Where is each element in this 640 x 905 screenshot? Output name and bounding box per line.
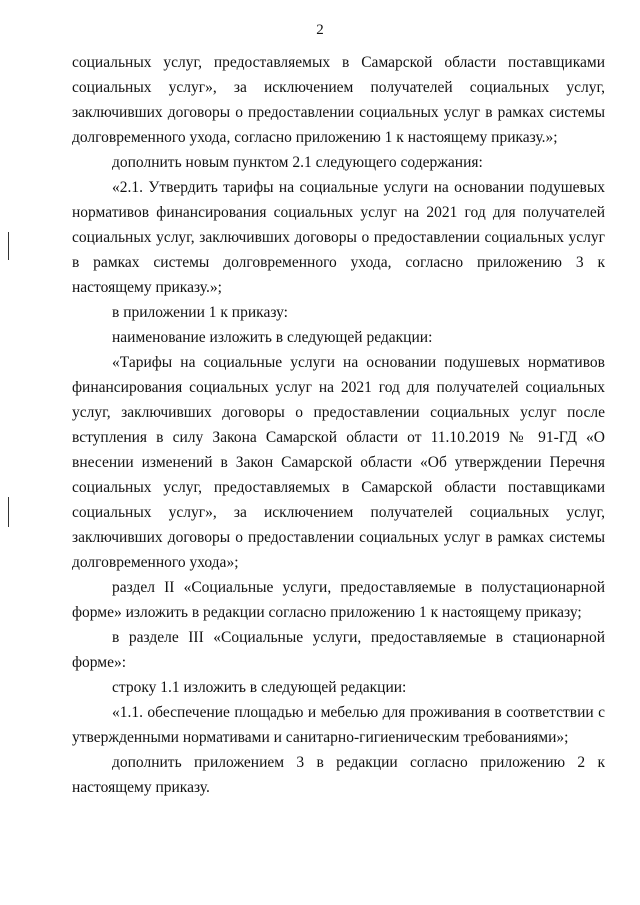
paragraph: «Тарифы на социальные услуги на основании подушевых нормативов финансирования социальных услуг на 2021 год для получателей социальных услуг, заключивших договоры о предоставлении социальных услуг после вступления в силу Закона Самарской области от 11.10.2019 № 91-ГД «О внесении изменений в Закон Самарской области «Об утверждении Перечня социальных услуг, предоставляемых в Самарской области поставщиками социальных услуг», за исключением получателей социальных услуг, заключивших договоры о предоставлении социальных услуг в рамках системы долговременного ухода»;: [72, 354, 605, 571]
paragraph: дополнить новым пунктом 2.1 следующего содержания:: [112, 154, 483, 171]
paragraph: «2.1. Утвердить тарифы на социальные услуги на основании подушевых нормативов финансирования социальных услуг на 2021 год для получателей социальных услуг, заключивших договоры о предоставлении социальных услуг в рамках системы долговременного ухода, согласно приложению 3 к настоящему приказу.»;: [72, 179, 605, 296]
paragraph: дополнить приложением 3 в редакции согласно приложению 2 к настоящему приказу.: [72, 754, 605, 796]
paragraph: раздел II «Социальные услуги, предоставляемые в полустационарной форме» изложить в редакции согласно приложению 1 к настоящему приказу;: [72, 579, 605, 621]
document-body: [72, 50, 605, 800]
paragraph: социальных услуг, предоставляемых в Самарской области поставщиками социальных услуг», за исключением получателей социальных услуг, заключивших договоры о предоставлении социальных услуг в рамках системы долговременного ухода, согласно приложению 1 к настоящему приказу.»;: [72, 54, 605, 146]
paragraph: «1.1. обеспечение площадью и мебелью для проживания в соответствии с утвержденными нормативами и санитарно-гигиеническим требованиями»;: [72, 704, 605, 746]
margin-mark: [8, 232, 9, 260]
paragraph: строку 1.1 изложить в следующей редакции:: [112, 679, 407, 696]
paragraph: в приложении 1 к приказу:: [112, 304, 288, 321]
page-number: 2: [316, 22, 324, 38]
margin-mark: [8, 497, 9, 527]
paragraph: наименование изложить в следующей редакции:: [112, 329, 433, 346]
paragraph: в разделе III «Социальные услуги, предоставляемые в стационарной форме»:: [72, 629, 605, 671]
